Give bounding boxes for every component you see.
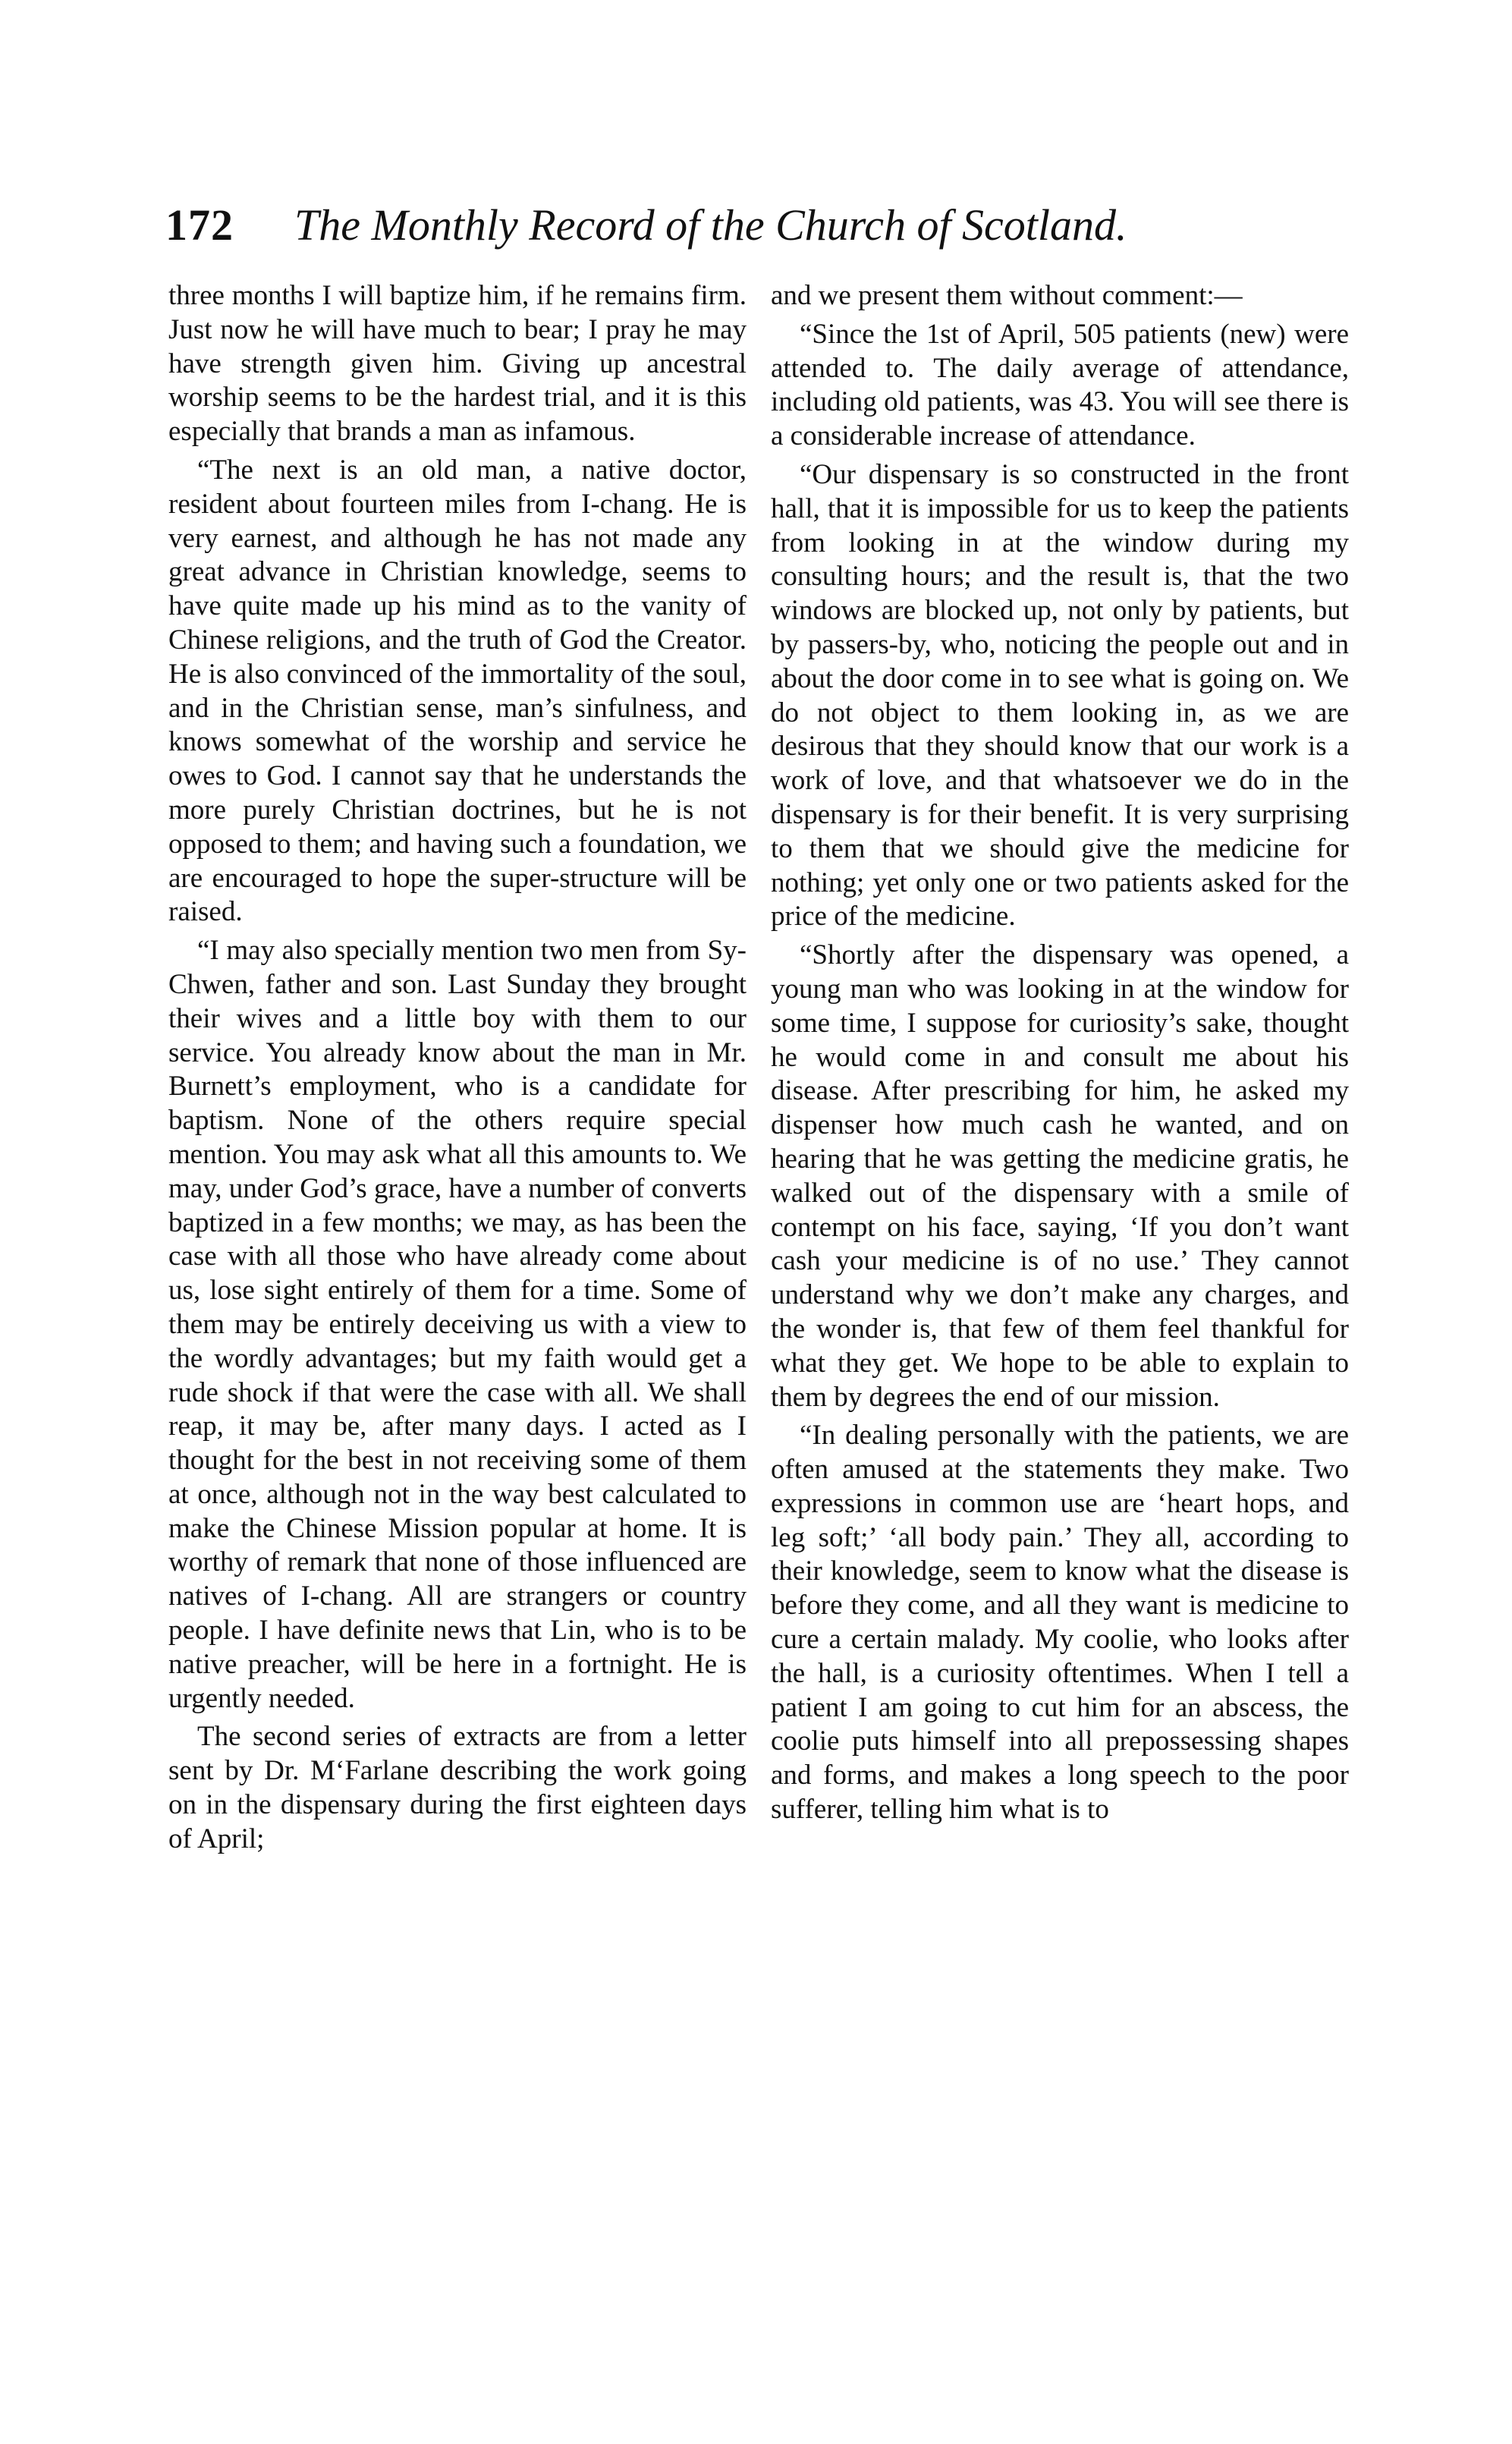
left-paragraph-4: The second series of extracts are from a letter sent by Dr. M‘Farlane describing the work going on in the dispensary during the first eighteen days of April; xyxy=(168,1721,747,1854)
running-title: The Monthly Record of the Church of Scotland. xyxy=(294,200,1127,250)
left-paragraph-2: “The next is an old man, a native doctor, resident about fourteen miles from I-chang. He is very earnest, and although he has not made any great advance in Christian knowledge, seems to have quite made up his mind as to the vanity of Chinese religions, and the truth of God the Creator. He is also convinced of the immortality of the soul, and in the Christian sense, man’s sinfulness, and knows somewhat of the worship and service he owes to God. I cannot say that he understands the more purely Christian doctrines, but he is not opposed to them; and having such a foundation, we are encouraged to hope the super-structure will be raised. xyxy=(168,454,747,928)
page-header xyxy=(165,199,1379,259)
right-paragraph-1: and we present them without comment:— xyxy=(771,280,1243,311)
left-paragraph-1: three months I will baptize him, if he remains firm. Just now he will have much to bear; I pray he may have strength given him. Giving up ancestral worship seems to be the hardest trial, and it is this especially that brands a man as infamous. xyxy=(168,280,747,448)
left-column xyxy=(168,279,747,2282)
right-paragraph-3: “Our dispensary is so constructed in the front hall, that it is impossible for us to keep the patients from looking in at the window during my consulting hours; and the result is, that the two windows are blocked up, not only by patients, but by passers-by, who, noticing the people out and in about the door come in to see what is going on. We do not object to them looking in, as we are desirous that they should know that our work is a work of love, and that whatsoever we do in the dispensary is for their benefit. It is very surprising to them that we should give the medicine for nothing; yet only one or two patients asked for the price of the medicine. xyxy=(771,458,1349,933)
right-column xyxy=(771,279,1349,2282)
page-number: 172 xyxy=(165,200,234,250)
right-paragraph-2: “Since the 1st of April, 505 patients (new) were attended to. The daily average of attendance, including old patients, was 43. You will see there is a considerable increase of attendance. xyxy=(771,318,1349,452)
right-paragraph-4: “Shortly after the dispensary was opened, a young man who was looking in at the window for some time, I suppose for curiosity’s sake, thought he would come in and consult me about his disease. After prescribing for him, he asked my dispenser how much cash he wanted, and on hearing that he was getting the medicine gratis, he walked out of the dispensary with a smile of contempt on his face, saying, ‘If you don’t want cash your medicine is of no use.’ They cannot understand why we don’t make any charges, and the wonder is, that few of them feel thankful for what they get. We hope to be able to explain to them by degrees the end of our mission. xyxy=(771,939,1349,1413)
left-paragraph-3: “I may also specially mention two men from Sy-Chwen, father and son. Last Sunday they brought their wives and a little boy with them to our service. You already know about the man in Mr. Burnett’s employment, who is a candidate for baptism. None of the others require special mention. You may ask what all this amounts to. We may, under God’s grace, have a number of converts baptized in a few months; we may, as has been the case with all those who have already come about us, lose sight entirely of them for a time. Some of them may be entirely deceiving us with a view to the wordly advantages; but my faith would get a rude shock if that were the case with all. We shall reap, it may be, after many days. I acted as I thought for the best in not receiving some of them at once, although not in the way best calculated to make the Chinese Mission popular at home. It is worthy of remark that none of those influenced are natives of I-chang. All are strangers or country people. I have definite news that Lin, who is to be native preacher, will be here in a fortnight. He is urgently needed. xyxy=(168,935,747,1714)
right-paragraph-5: “In dealing personally with the patients, we are often amused at the statements they make. Two expressions in common use are ‘heart hops, and leg soft;’ ‘all body pain.’ They all, according to their knowledge, seem to know what the disease is before they come, and all they want is medicine to cure a certain malady. My coolie, who looks after the hall, is a curiosity oftentimes. When I tell a patient I am going to cut him for an abscess, the coolie puts himself into all prepossessing shapes and forms, and makes a long speech to the poor sufferer, telling him what is to xyxy=(771,1420,1349,1826)
